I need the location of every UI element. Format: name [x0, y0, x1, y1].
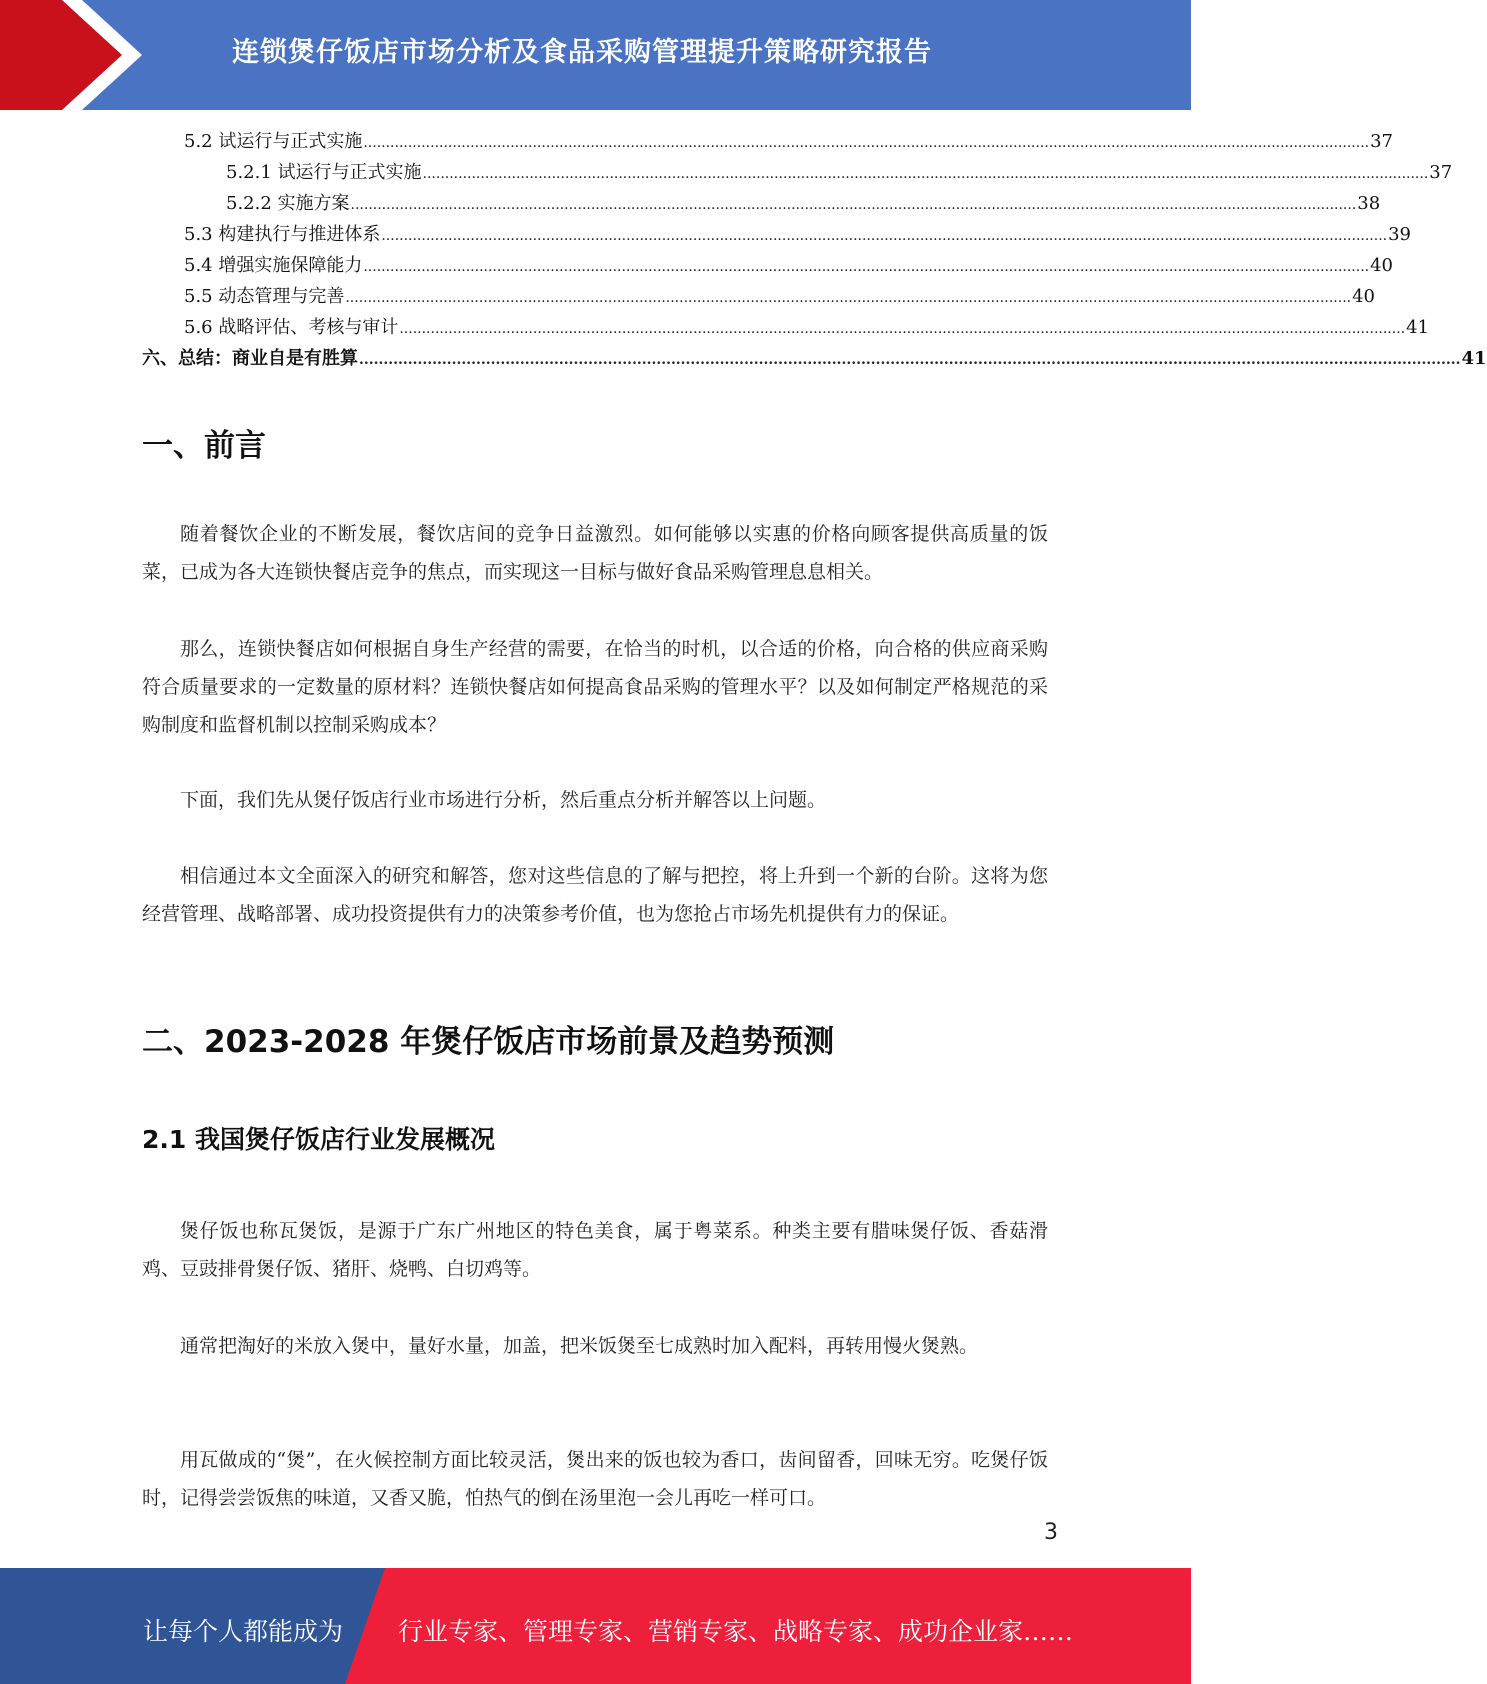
body-paragraph: 下面，我们先从煲仔饭店行业市场进行分析，然后重点分析并解答以上问题。 [180, 789, 827, 811]
toc-entry-title: 5.4 增强实施保障能力 [184, 255, 363, 276]
toc-entry-title: 5.3 构建执行与推进体系 [184, 224, 381, 245]
toc-leader-dots: .................................................................................................................................................................................................................................. [381, 228, 1388, 244]
toc-entry[interactable] [142, 219, 1412, 250]
page-number: 3 [1044, 1520, 1058, 1545]
toc-entry-title: 5.5 动态管理与完善 [184, 286, 345, 307]
toc-entry-title: 5.6 战略评估、考核与审计 [184, 317, 399, 338]
toc-entry-title: 六、总结：商业自是有胜算 [142, 348, 358, 369]
toc-entry[interactable] [142, 281, 1376, 312]
body-paragraph: 相信通过本文全面深入的研究和解答，您对这些信息的了解与把控，将上升到一个新的台阶。这将为您经营管理、战略部署、成功投资提供有力的决策参考价值，也为您抢占市场先机提供有力的保证。 [142, 865, 1048, 925]
toc-entry-page: 41 [1461, 348, 1487, 369]
toc-entry[interactable] [142, 126, 1394, 157]
toc-entry-page: 40 [1352, 286, 1376, 307]
toc-leader-dots: .................................................................................................................................................................................................................................. [350, 197, 1357, 213]
toc-leader-dots: .................................................................................................................................................................................................................................. [399, 321, 1406, 337]
table-of-contents [142, 126, 1487, 374]
body-paragraph: 煲仔饭也称瓦煲饭，是源于广东广州地区的特色美食，属于粤菜系。种类主要有腊味煲仔饭、香菇滑鸡、豆豉排骨煲仔饭、猪肝、烧鸭、白切鸡等。 [142, 1220, 1048, 1280]
toc-leader-dots: .................................................................................................................................................................................................................................. [422, 166, 1429, 182]
toc-entry-page: 37 [1429, 162, 1453, 183]
body-paragraph: 通常把淘好的米放入煲中，量好水量，加盖，把米饭煲至七成熟时加入配料，再转用慢火煲熟。 [180, 1335, 979, 1357]
toc-entry-page: 37 [1370, 131, 1394, 152]
toc-leader-dots: .................................................................................................................................................................................................................................. [363, 259, 1370, 275]
toc-entry-title: 5.2.1 试运行与正式实施 [226, 162, 422, 183]
toc-entry[interactable] [142, 157, 1453, 188]
section-heading-preface: 一、前言 [142, 428, 266, 464]
toc-entry-page: 40 [1370, 255, 1394, 276]
footer-slogan-right: 行业专家、管理专家、营销专家、战略专家、成功企业家…… [398, 1617, 1074, 1646]
page-header [0, 0, 1191, 110]
toc-leader-dots: .................................................................................................................................................................................................................................. [359, 352, 1461, 368]
toc-entry-title: 5.2.2 实施方案 [226, 193, 350, 214]
subsection-heading: 2.1 我国煲仔饭店行业发展概况 [142, 1125, 495, 1154]
section-heading-market-outlook: 二、2023-2028 年煲仔饭店市场前景及趋势预测 [142, 1024, 835, 1060]
header-arrow-decoration [0, 0, 150, 110]
toc-leader-dots: .................................................................................................................................................................................................................................. [345, 290, 1352, 306]
toc-entry[interactable] [142, 250, 1394, 281]
toc-entry[interactable] [142, 312, 1430, 343]
body-paragraph: 那么，连锁快餐店如何根据自身生产经营的需要，在恰当的时机，以合适的价格，向合格的供应商采购符合质量要求的一定数量的原材料？连锁快餐店如何提高食品采购的管理水平？以及如何制定严格规范的采购制度和监督机制以控制采购成本？ [142, 638, 1048, 736]
footer-slogan-left: 让每个人都能成为 [143, 1617, 344, 1646]
toc-entry-page: 39 [1388, 224, 1412, 245]
report-title: 连锁煲仔饭店市场分析及食品采购管理提升策略研究报告 [232, 37, 932, 68]
toc-entry[interactable] [142, 343, 1487, 374]
toc-entry-page: 38 [1357, 193, 1381, 214]
toc-entry-page: 41 [1406, 317, 1430, 338]
page-footer [0, 1568, 1191, 1684]
toc-entry-title: 5.2 试运行与正式实施 [184, 131, 363, 152]
toc-leader-dots: .................................................................................................................................................................................................................................. [363, 135, 1370, 151]
toc-entry[interactable] [142, 188, 1381, 219]
body-paragraph: 随着餐饮企业的不断发展，餐饮店间的竞争日益激烈。如何能够以实惠的价格向顾客提供高质量的饭菜，已成为各大连锁快餐店竞争的焦点，而实现这一目标与做好食品采购管理息息相关。 [142, 523, 1048, 583]
body-paragraph: 用瓦做成的“煲”，在火候控制方面比较灵活，煲出来的饭也较为香口，齿间留香，回味无穷。吃煲仔饭时，记得尝尝饭焦的味道，又香又脆，怕热气的倒在汤里泡一会儿再吃一样可口。 [142, 1449, 1048, 1509]
